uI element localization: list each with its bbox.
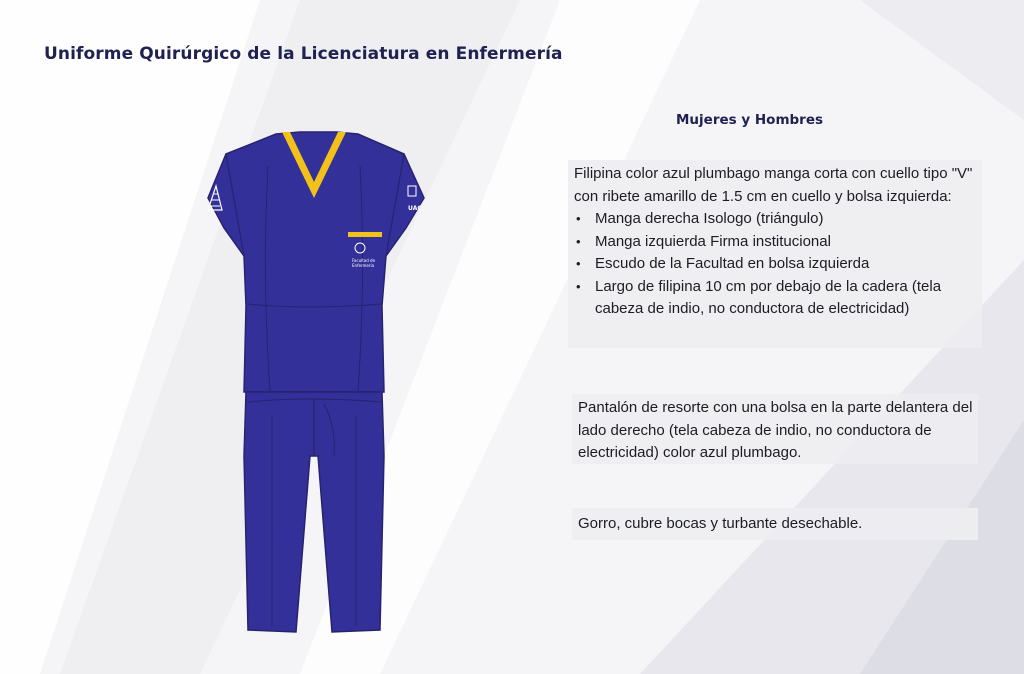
page-title: Uniforme Quirúrgico de la Licenciatura en Enfermería xyxy=(44,44,563,64)
shirt-description-box xyxy=(568,160,982,348)
pants-description-text: Pantalón de resorte con una bolsa en la parte delantera del lado derecho (tela cabeza de indio, no conductora de electricidad) color azul plumbago. xyxy=(578,399,973,461)
pocket-logo-line2: Enfermería xyxy=(352,263,375,268)
surgical-uniform-illustration xyxy=(196,126,432,636)
sleeve-text: UAC xyxy=(408,205,422,212)
shirt-description-intro: Filipina color azul plumbago manga corta con cuello tipo "V" con ribete amarillo de 1.5 cm en cuello y bolsa izquierda: xyxy=(574,165,973,205)
list-item: • Manga derecha Isologo (triángulo) xyxy=(574,208,982,231)
list-item: • Manga izquierda Firma institucional xyxy=(574,231,982,254)
accessories-description-box xyxy=(572,508,978,540)
list-item: • Largo de filipina 10 cm por debajo de la cadera (tela cabeza de indio, no conductora de electricidad) xyxy=(574,276,982,321)
pants-description-box xyxy=(572,394,978,464)
chest-pocket-trim xyxy=(348,232,382,237)
shirt-body xyxy=(208,132,424,392)
section-subtitle: Mujeres y Hombres xyxy=(676,112,824,128)
pocket-logo-line1: Facultad de xyxy=(352,258,376,263)
list-item: • Escudo de la Facultad en bolsa izquierda xyxy=(574,253,982,276)
accessories-description-text: Gorro, cubre bocas y turbante desechable. xyxy=(578,515,863,532)
shirt-details-list xyxy=(574,208,982,321)
